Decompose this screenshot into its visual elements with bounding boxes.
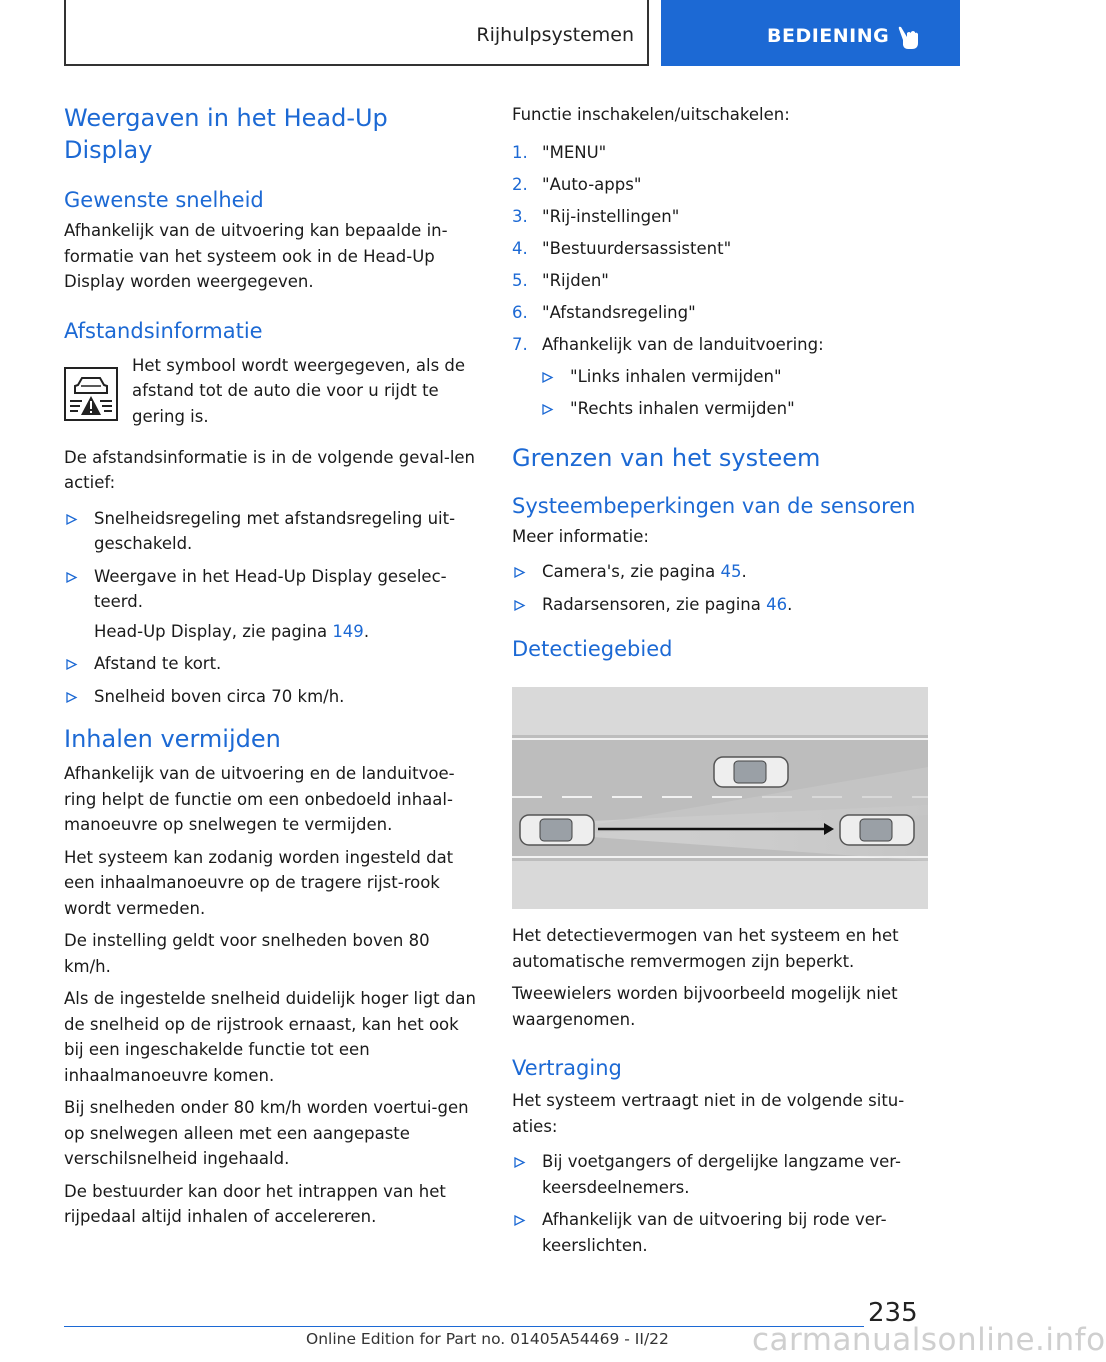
distance-symbol-text: Het symbool wordt weergegeven, als de afstand tot de auto die voor u rijdt te gering is. (132, 355, 466, 426)
inhalen-paragraph: Het systeem kan zodanig worden ingesteld dat een inhaalmanoeuvre op de tragere rijst-rook wordt vermeden. (64, 847, 454, 918)
section-title-hud: Weergaven in het Head-Up Display (64, 104, 388, 164)
detectie-paragraph: Het detectievermogen van het systeem en het automatische remvermogen zijn beperkt. (512, 926, 899, 971)
menu-steps-list (512, 140, 928, 358)
inhalen-paragraph: Afhankelijk van de uitvoering en de landuitvoe-ring helpt de functie om een onbedoeld inhaal-manoeuvre op snelwegen te vermijden. (64, 764, 455, 834)
step-item: 2. "Auto-apps" (512, 174, 642, 194)
car-icon (714, 757, 788, 787)
gewenste-text: Afhankelijk van de uitvoering kan bepaalde in-formatie van het systeem ook in de Head-Up Display worden weergegeven. (64, 221, 448, 291)
step-item: 7. Afhankelijk van de landuitvoering: (512, 334, 824, 354)
step-item: 5. "Rijden" (512, 270, 609, 290)
inhalen-paragraph: Bij snelheden onder 80 km/h worden voertui-gen op snelwegen alleen met een aangepaste verschilsnelheid ingehaald. (64, 1098, 469, 1168)
list-item: Camera's, zie pagina 45. (512, 559, 928, 585)
car-icon (840, 815, 914, 845)
triangle-bullet-icon (542, 372, 553, 383)
list-item: Snelheid boven circa 70 km/h. (64, 684, 478, 710)
meer-info: Meer informatie: (512, 526, 649, 546)
triangle-bullet-icon (514, 1157, 525, 1168)
section-title-grenzen: Grenzen van het systeem (512, 443, 821, 472)
triangle-bullet-icon (542, 404, 553, 415)
vertraging-list (512, 1149, 928, 1258)
inhalen-paragraph: Als de ingestelde snelheid duidelijk hoger ligt dan de snelheid op de rijstrook ernaast, kan het ook bij een ingeschakelde functie tot een inhaalmanoeuvre komen. (64, 989, 476, 1085)
triangle-bullet-icon (66, 659, 77, 670)
heading-sensoren: Systeembeperkingen van de sensoren (512, 493, 916, 518)
section-title-inhalen: Inhalen vermijden (64, 725, 281, 753)
vertraging-intro: Het systeem vertraagt niet in de volgende situ-aties: (512, 1091, 905, 1136)
list-item: Afhankelijk van de uitvoering bij rode ver-keerslichten. (512, 1207, 928, 1258)
distance-warning-icon (64, 367, 118, 421)
inhalen-paragraph: De instelling geldt voor snelheden boven 80 km/h. (64, 931, 430, 976)
list-item: "Links inhalen vermijden" (512, 364, 928, 390)
inhalen-paragraph: De bestuurder kan door het intrappen van het rijpedaal altijd inhalen of accelereren. (64, 1181, 446, 1226)
detection-area-illustration (512, 687, 928, 909)
heading-afstandsinformatie: Afstandsinformatie (64, 318, 263, 343)
step-item: 3. "Rij-instellingen" (512, 206, 680, 226)
distance-intro: De afstandsinformatie is in de volgende geval-len actief: (64, 447, 476, 492)
header-section-title: Rijhulpsystemen (476, 24, 634, 46)
triangle-bullet-icon (66, 514, 77, 525)
triangle-bullet-icon (66, 572, 77, 583)
triangle-bullet-icon (66, 692, 77, 703)
overtake-options-list (512, 364, 928, 422)
functie-intro: Functie inschakelen/uitschakelen: (512, 105, 790, 124)
list-item: Weergave in het Head-Up Display geselec-teerd. Head-Up Display, zie pagina 149. (64, 564, 478, 645)
heading-gewenste-snelheid: Gewenste snelheid (64, 188, 264, 212)
step-item: 6. "Afstandsregeling" (512, 302, 696, 322)
triangle-bullet-icon (514, 1215, 525, 1226)
watermark: carmanualsonline.info (752, 1322, 1106, 1358)
list-item: Snelheidsregeling met afstandsregeling uit-geschakeld. (64, 506, 478, 557)
page-link-149[interactable]: 149 (332, 621, 364, 641)
list-item: "Rechts inhalen vermijden" (512, 396, 928, 422)
page-link-46[interactable]: 46 (766, 594, 788, 614)
page-link-45[interactable]: 45 (720, 562, 742, 581)
pointing-hand-icon (897, 25, 921, 51)
heading-vertraging: Vertraging (512, 1056, 622, 1080)
triangle-bullet-icon (514, 567, 525, 578)
car-icon (520, 815, 594, 845)
sensor-refs-list (512, 559, 928, 617)
step-item: 1. "MENU" (512, 142, 607, 162)
triangle-bullet-icon (514, 600, 525, 611)
list-item: Bij voetgangers of dergelijke langzame ver-keersdeelnemers. (512, 1149, 928, 1200)
footer-divider (64, 1326, 864, 1327)
right-column (512, 96, 928, 1265)
header-chapter-tab (661, 0, 960, 66)
distance-symbol-block (64, 353, 478, 435)
step-item: 4. "Bestuurdersassistent" (512, 238, 732, 258)
page-number: 235 (868, 1298, 918, 1328)
footer-edition: Online Edition for Part no. 01405A54469 - II/22 (306, 1330, 669, 1348)
detectie-paragraph: Tweewielers worden bijvoorbeeld mogelijk niet waargenomen. (512, 984, 898, 1029)
header-chapter-label: BEDIENING (767, 25, 890, 47)
hud-page-reference: Head-Up Display, zie pagina 149. (94, 621, 370, 641)
list-item: Afstand te kort. (64, 651, 478, 677)
list-item: Radarsensoren, zie pagina 46. (512, 592, 928, 618)
heading-detectiegebied: Detectiegebied (512, 637, 673, 661)
left-column (64, 96, 478, 1237)
distance-conditions-list (64, 506, 478, 710)
